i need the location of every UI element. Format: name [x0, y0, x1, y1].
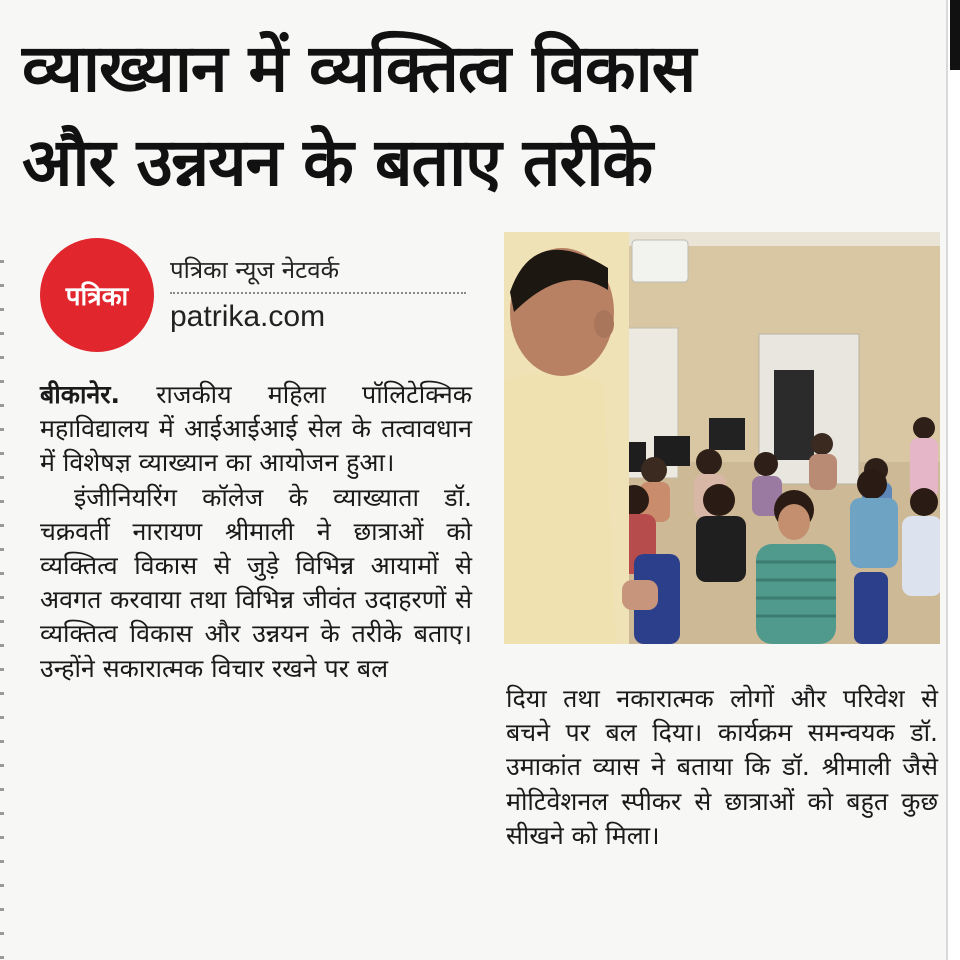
page-edge	[946, 0, 960, 960]
article-column-right	[506, 682, 938, 853]
article-para-2: इंजीनियरिंग कॉलेज के व्याख्याता डॉ. चक्रवर्ती नारायण श्रीमाली ने छात्राओं को व्यक्तित्व विकास से जुड़े विभिन्न आयामों से अवगत करवाया तथा विभिन्न जीवंत उदाहरणों से व्यक्तित्व विकास और उन्नयन के तरीके बताए। उन्होंने सकारात्मक विचार रखने पर बल	[40, 482, 472, 683]
byline-site: patrika.com	[170, 300, 326, 333]
article-photo	[504, 232, 940, 644]
headline	[22, 22, 922, 210]
byline	[170, 252, 470, 334]
para-1-text: राजकीय महिला पॉलिटेक्निक महाविद्यालय में आईआईआई सेल के तत्वावधान में विशेषज्ञ व्याख्यान का आयोजन हुआ।	[40, 380, 472, 478]
byline-network: पत्रिका न्यूज नेटवर्क	[170, 256, 340, 284]
margin-ticks	[0, 260, 4, 960]
edge-bar	[950, 0, 960, 70]
article-para-3: दिया तथा नकारात्मक लोगों और परिवेश से बचने पर बल दिया। कार्यक्रम समन्वयक डॉ. उमाकांत व्यास ने बताया कि डॉ. श्रीमाली जैसे मोटिवेशनल स्पीकर से छात्राओं को बहुत कुछ सीखने को मिला।	[506, 684, 938, 850]
headline-line-1: व्याख्यान में व्यक्तित्व विकास	[22, 30, 696, 107]
logo-text: पत्रिका	[65, 282, 129, 312]
byline-divider	[170, 292, 466, 294]
lecture-photo-illustration	[504, 232, 940, 644]
headline-line-2: और उन्नयन के बताए तरीके	[22, 124, 653, 201]
article-column-left	[40, 378, 472, 686]
patrika-logo	[40, 238, 154, 352]
dateline: बीकानेर.	[40, 380, 121, 409]
article-para-1	[40, 378, 472, 481]
